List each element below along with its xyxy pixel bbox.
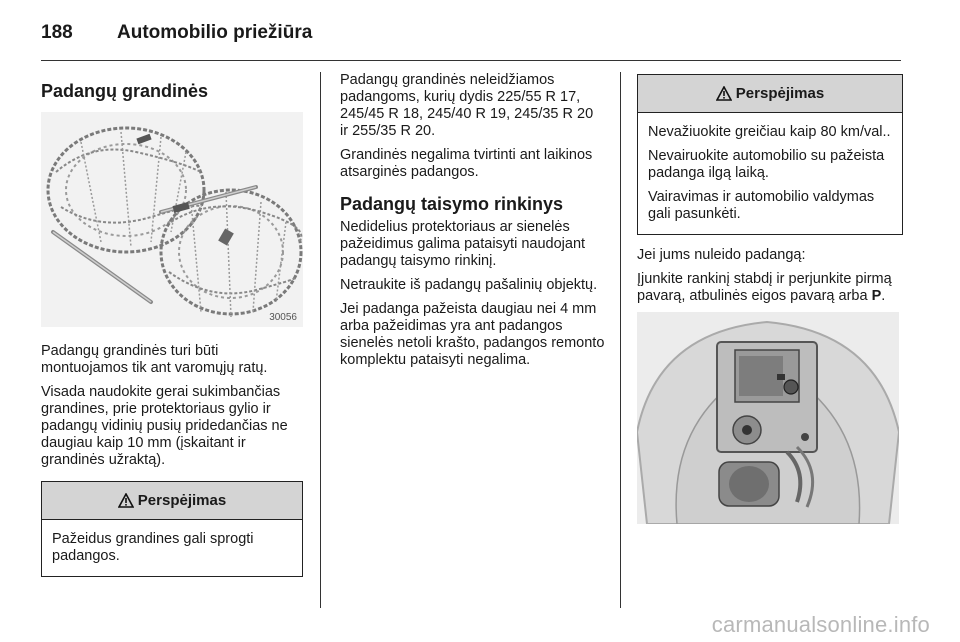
paragraph: Grandinės negalima tvirtinti ant laikinos atsarginės padangos. bbox=[340, 147, 593, 180]
warning-box bbox=[637, 74, 903, 235]
warning-text: Vairavimas ir automobilio valdymas gali pasunkėti. bbox=[648, 189, 875, 222]
warning-text: Nevažiuokite greičiau kaip 80 km/val.. bbox=[648, 124, 891, 140]
column-3 bbox=[637, 72, 903, 524]
tire-chains-drawing bbox=[41, 112, 303, 327]
instruction-paragraph bbox=[637, 271, 903, 305]
warning-title: Perspėjimas bbox=[735, 85, 825, 102]
warning-header bbox=[638, 75, 902, 113]
header-rule bbox=[41, 60, 901, 61]
column-2 bbox=[340, 72, 605, 376]
section-title-repair-kit: Padangų taisymo rinkinys bbox=[340, 194, 564, 214]
repair-kit-photo bbox=[637, 312, 899, 524]
column-1 bbox=[41, 72, 303, 577]
page-header bbox=[41, 12, 901, 52]
gear-p-label: P bbox=[871, 288, 882, 304]
column-divider-1 bbox=[320, 72, 321, 608]
watermark: carmanualsonline.info bbox=[711, 612, 930, 637]
column-divider-2 bbox=[620, 72, 621, 608]
instruction-end: . bbox=[881, 288, 886, 304]
warning-triangle-icon bbox=[118, 493, 134, 508]
figure-code: 30056 bbox=[269, 312, 297, 323]
instruction-text: Įjunkite rankinį stabdį ir perjunkite pirmą pavarą, atbulinės eigos pavarą arba bbox=[637, 271, 892, 304]
paragraph: Jei padanga pažeista daugiau nei 4 mm arba pažeidimas yra ant padangos sienelės netoli krašto, padangos remonto komplektu pataisyti negalima. bbox=[340, 301, 605, 368]
warning-text: Pažeidus grandines gali sprogti padangos. bbox=[52, 531, 254, 564]
warning-header bbox=[42, 482, 302, 520]
warning-body bbox=[42, 520, 302, 576]
warning-box bbox=[41, 481, 303, 577]
page-number: 188 bbox=[41, 22, 73, 43]
paragraph: Jei jums nuleido padangą: bbox=[637, 247, 806, 263]
paragraph: Nedidelius protektoriaus ar sienelės pažeidimus galima pataisyti naudojant padangų taisymo rinkinį. bbox=[340, 219, 586, 269]
warning-body bbox=[638, 113, 902, 234]
paragraph: Netraukite iš padangų pašalinių objektų. bbox=[340, 277, 598, 293]
repair-kit-drawing bbox=[637, 312, 899, 524]
warning-text: Nevairuokite automobilio su pažeista padanga ilgą laiką. bbox=[648, 148, 885, 181]
tire-chains-illustration bbox=[41, 112, 303, 327]
page-title: Automobilio priežiūra bbox=[117, 22, 313, 43]
paragraph: Visada naudokite gerai sukimbančias grandines, prie protektoriaus gylio ir padangų vidinių pusių pridedančias ne daugiau kaip 10 mm (įskaitant ir grandinės užraktą). bbox=[41, 384, 288, 468]
section-title-tire-chains: Padangų grandinės bbox=[41, 81, 209, 101]
paragraph: Padangų grandinės neleidžiamos padangoms, kurių dydis 225/55 R 17, 245/45 R 18, 245/40 R 19, 245/35 R 20 ir 255/35 R 20. bbox=[340, 72, 594, 139]
paragraph: Padangų grandinės turi būti montuojamos tik ant varomųjų ratų. bbox=[41, 343, 268, 376]
warning-title: Perspėjimas bbox=[137, 492, 227, 509]
warning-triangle-icon bbox=[716, 86, 732, 101]
